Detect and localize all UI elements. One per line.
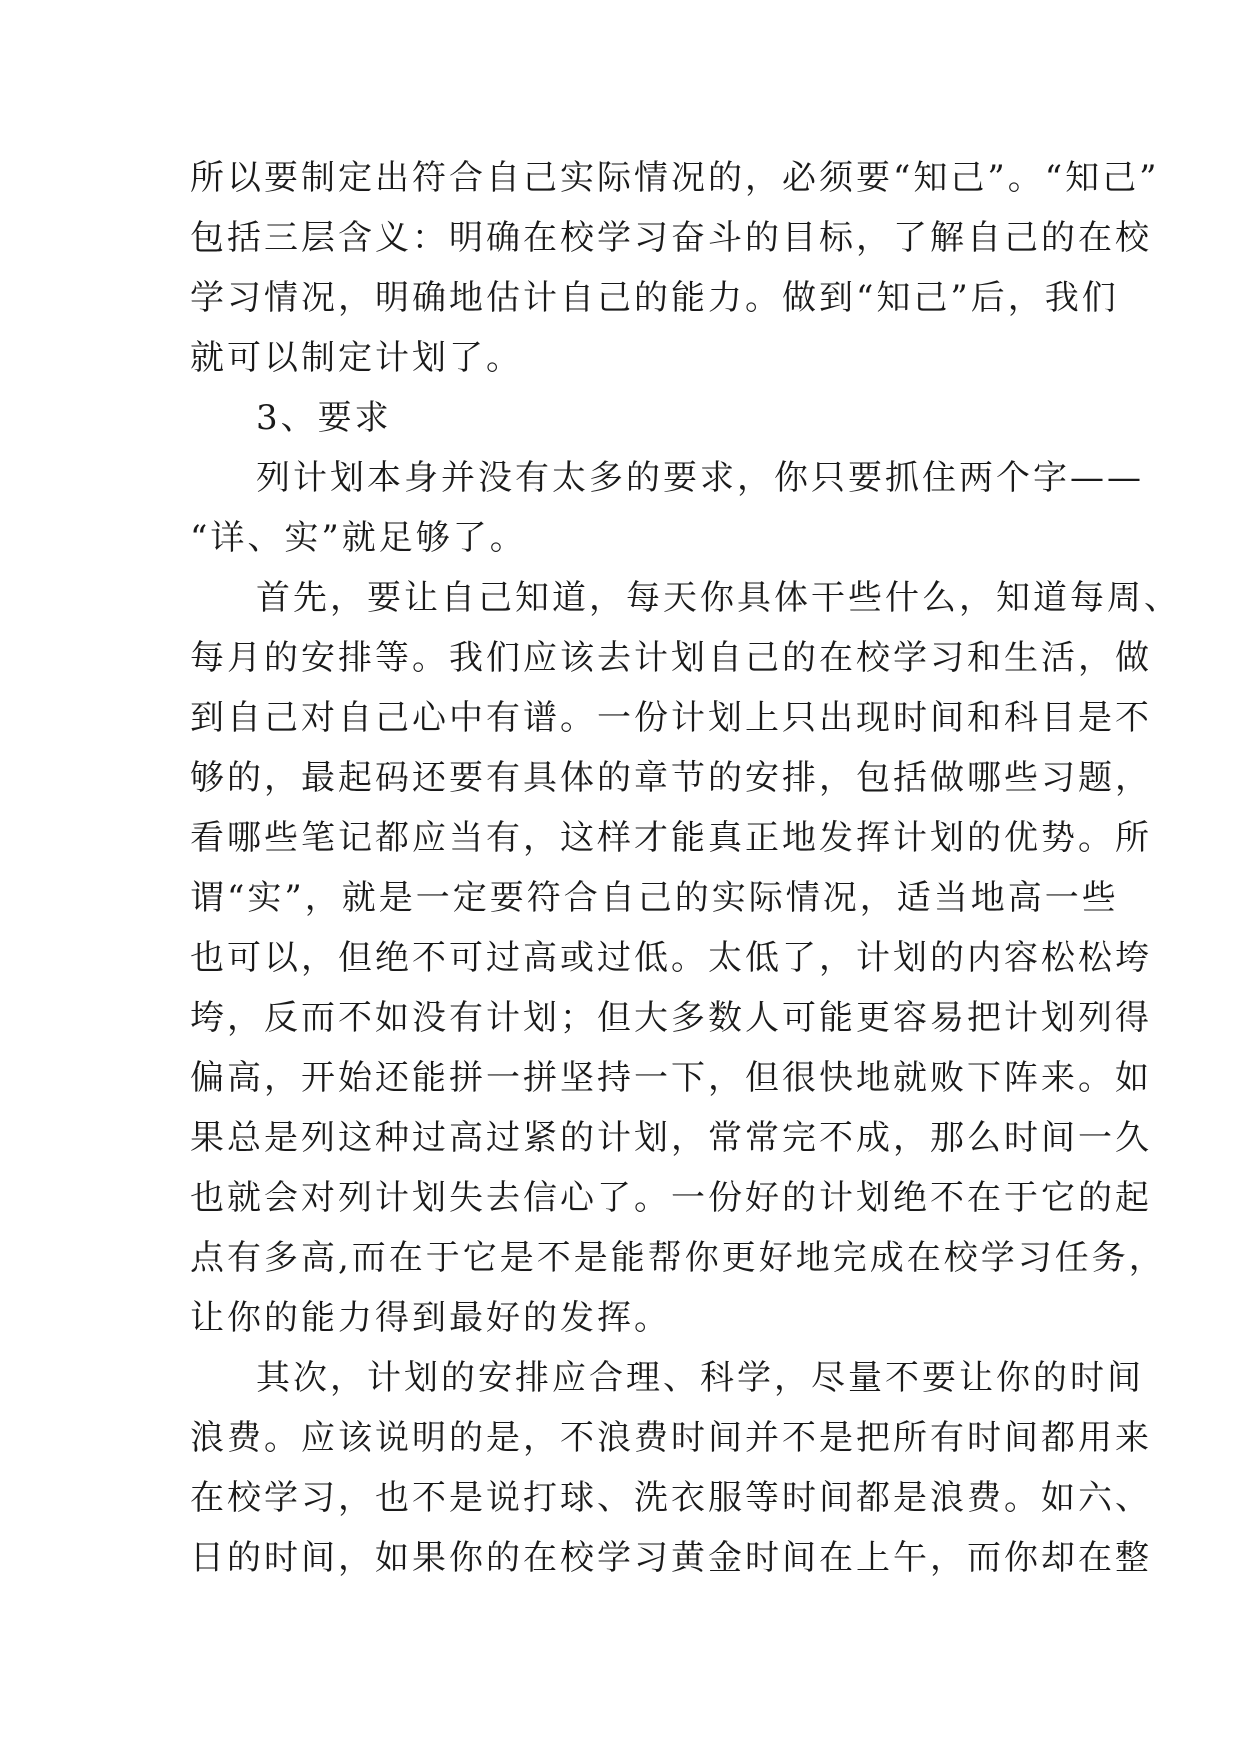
text-line: 果总是列这种过高过紧的计划，常常完不成，那么时间一久 xyxy=(190,1118,1152,1158)
text-line: 看哪些笔记都应当有，这样才能真正地发挥计划的优势。所 xyxy=(190,818,1152,858)
text-line: 所以要制定出符合自己实际情况的，必须要“知己”。“知己” xyxy=(190,158,1160,198)
text-line: 也可以，但绝不可过高或过低。太低了，计划的内容松松垮 xyxy=(190,938,1152,978)
text-line: 垮，反而不如没有计划；但大多数人可能更容易把计划列得 xyxy=(190,998,1152,1038)
text-line: 到自己对自己心中有谱。一份计划上只出现时间和科目是不 xyxy=(190,698,1152,738)
text-line: 学习情况，明确地估计自己的能力。做到“知己”后，我们 xyxy=(190,278,1119,318)
text-line: 谓“实”，就是一定要符合自己的实际情况，适当地高一些 xyxy=(190,878,1119,918)
section-heading: 3、要求 xyxy=(256,398,392,438)
text-line: 让你的能力得到最好的发挥。 xyxy=(190,1298,671,1338)
text-line: 每月的安排等。我们应该去计划自己的在校学习和生活，做 xyxy=(190,638,1152,678)
text-line: 浪费。应该说明的是，不浪费时间并不是把所有时间都用来 xyxy=(190,1418,1152,1458)
text-line: 在校学习，也不是说打球、洗衣服等时间都是浪费。如六、 xyxy=(190,1478,1152,1518)
text-line: 包括三层含义：明确在校学习奋斗的目标，了解自己的在校 xyxy=(190,218,1152,258)
text-line: 也就会对列计划失去信心了。一份好的计划绝不在于它的起 xyxy=(190,1178,1152,1218)
document-body xyxy=(190,148,1181,1588)
text-line: 偏高，开始还能拼一拼坚持一下，但很快地就败下阵来。如 xyxy=(190,1058,1152,1098)
text-line: 日的时间，如果你的在校学习黄金时间在上午，而你却在整 xyxy=(190,1538,1152,1578)
text-line: 点有多高,而在于它是不是能帮你更好地完成在校学习任务， xyxy=(190,1238,1166,1278)
text-line: 就可以制定计划了。 xyxy=(190,338,523,378)
text-line: 够的，最起码还要有具体的章节的安排，包括做哪些习题， xyxy=(190,758,1152,798)
text-line: “详、实”就足够了。 xyxy=(190,518,527,558)
text-line: 其次，计划的安排应合理、科学，尽量不要让你的时间 xyxy=(256,1358,1144,1398)
text-line: 列计划本身并没有太多的要求，你只要抓住两个字—— xyxy=(256,458,1144,498)
text-line: 首先，要让自己知道，每天你具体干些什么，知道每周、 xyxy=(256,578,1181,618)
